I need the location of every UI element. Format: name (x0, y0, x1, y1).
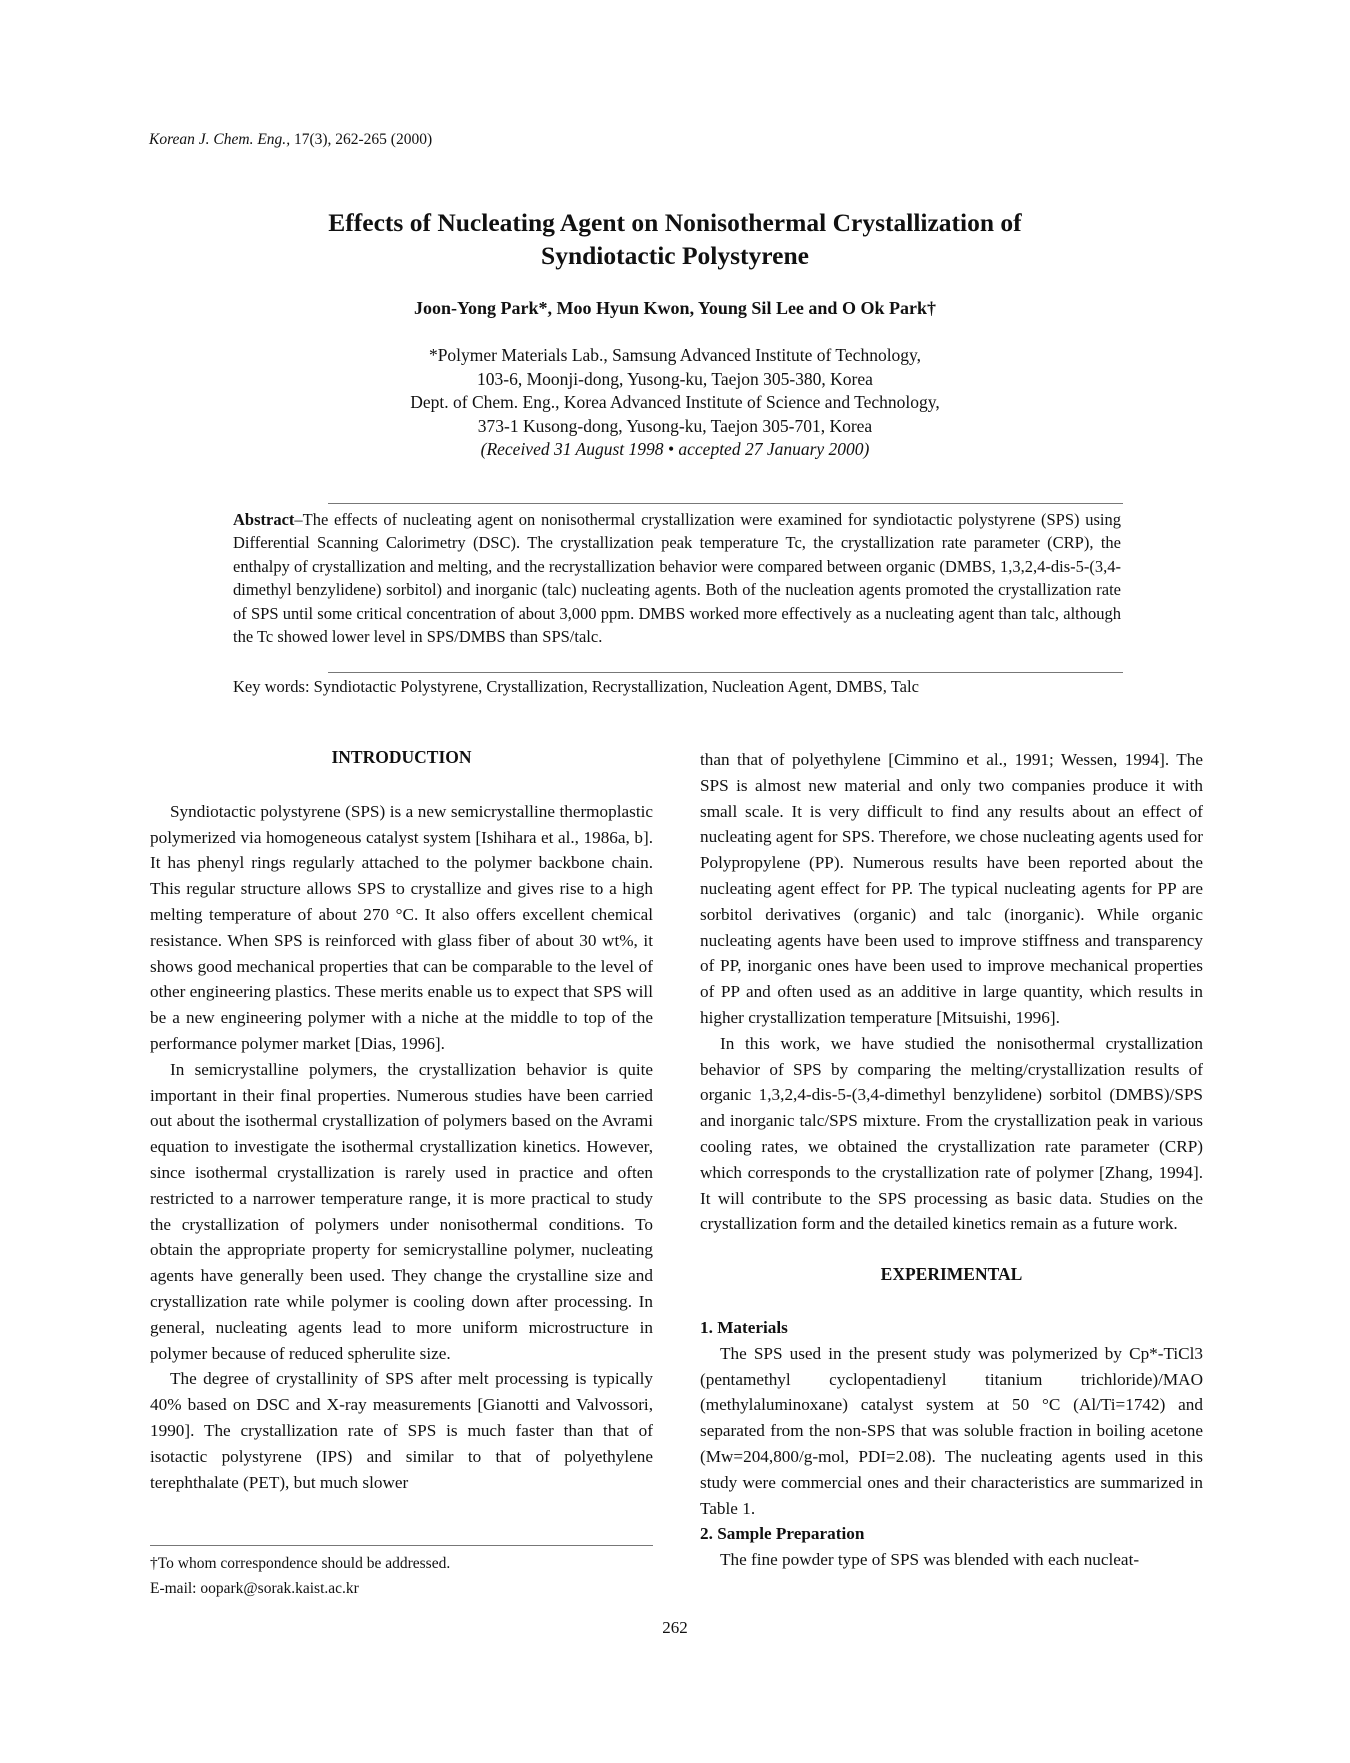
footnote-email: E-mail: oopark@sorak.kaist.ac.kr (150, 1580, 359, 1597)
intro-paragraph-3-continued: than that of polyethylene [Cimmino et al., 1991; Wessen, 1994]. The SPS is almost new material and only two companies produce it with small scale. It is very difficult to find any results about an effect of nucleating agent for SPS. Therefore, we chose nucleating agents used for Polypropylene (PP). Numerous results have been reported about the nucleating agent effect for PP. The typical nucleating agents for PP are sorbitol derivatives (organic) and talc (inorganic). While organic nucleating agents have been used to improve stiffness and transparency of PP, inorganic ones have been used to improve mechanical properties of PP and often used as an additive in large quantity, which results in higher crystallization temperature [Mitsuishi, 1996]. (700, 750, 1203, 1027)
footnote-rule (150, 1545, 653, 1546)
subsection-materials: 1. Materials (700, 1317, 788, 1337)
abstract-bottom-rule (328, 672, 1123, 673)
abstract-text: –The effects of nucleating agent on nonisothermal crystallization were examined for syndiotactic polystyrene (SPS) using Differential Scanning Calorimetry (DSC). The crystallization peak temperature Tc, the crystallization rate parameter (CRP), the enthalpy of crystallization and melting, and the recrystallization behavior were compared between organic (DMBS, 1,3,2,4-dis-5-(3,4-dimethyl benzylidene) sorbitol) and inorganic (talc) nucleating agents. Both of the nucleation agents promoted the crystallization rate of SPS until some critical concentration of about 3,000 ppm. DMBS worked more effectively as a nucleating agent than talc, although the Tc showed lower level in SPS/DMBS than SPS/talc. (233, 510, 1121, 647)
intro-paragraph-1: Syndiotactic polystyrene (SPS) is a new semicrystalline thermoplastic polymerized via homogeneous catalyst system [Ishihara et al., 1986a, b]. It has phenyl rings regularly attached to the polymer backbone chain. This regular structure allows SPS to crystallize and gives rise to a high melting temperature of about 270 °C. It also offers excellent chemical resistance. When SPS is reinforced with glass fiber of about 30 wt%, it shows good mechanical properties that can be comparable to the level of other engineering plastics. These merits enable us to expect that SPS will be a new engineering polymer with a niche at the middle to top of the performance polymer market [Dias, 1996]. (150, 801, 653, 1053)
abstract-label: Abstract (233, 510, 295, 529)
footnote (150, 1551, 653, 1601)
affiliation-line-1: *Polymer Materials Lab., Samsung Advanced Institute of Technology, (428, 345, 922, 365)
section-heading-introduction: INTRODUCTION (331, 747, 472, 767)
affiliation-line-4: 373-1 Kusong-dong, Yusong-ku, Taejon 305-701, Korea (477, 415, 873, 436)
journal-name: Korean J. Chem. Eng. (149, 131, 287, 148)
footnote-correspondence: †To whom correspondence should be addressed. (150, 1555, 451, 1572)
received-dates: (Received 31 August 1998 • accepted 27 January 2000) (480, 439, 870, 459)
page-number: 262 (662, 1618, 688, 1637)
intro-paragraph-3: The degree of crystallinity of SPS after melt processing is typically 40% based on DSC and X-ray measurements [Gianotti and Valvossori, 1990]. The crystallization rate of SPS is much faster than that of isotactic polystyrene (IPS) and similar to that of polyethylene terephthalate (PET), but much slower (150, 1369, 653, 1492)
affiliation-line-3: Dept. of Chem. Eng., Korea Advanced Institute of Science and Technology, (410, 392, 940, 412)
journal-reference: Korean J. Chem. Eng., 17(3), 262-265 (2000) (149, 131, 433, 148)
title-line-2: Syndiotactic Polystyrene (541, 241, 809, 270)
keywords: Key words: Syndiotactic Polystyrene, Crystallization, Recrystallization, Nucleation Agent, DMBS, Talc (233, 677, 919, 696)
intro-paragraph-2: In semicrystalline polymers, the crystallization behavior is quite important in their final properties. Numerous studies have been carried out about the isothermal crystallization of polymers based on the Avrami equation to investigate the isothermal crystallization kinetics. However, since isothermal crystallization is rarely used in practice and often restricted to a narrower temperature range, it is more practical to study the crystallization of polymers under nonisothermal conditions. To obtain the appropriate property for semicrystalline polymer, nucleating agents have generally been used. They change the crystalline size and crystallization rate while polymer is cooling down after processing. In general, nucleating agents lead to more uniform microstructure in polymer because of reduced spherulite size. (150, 1059, 653, 1363)
subsection-sample-preparation: 2. Sample Preparation (700, 1524, 865, 1544)
abstract-top-rule (328, 503, 1123, 504)
author-list: Joon-Yong Park*, Moo Hyun Kwon, Young Sil Lee and O Ok Park† (414, 298, 936, 318)
title-line-1: Effects of Nucleating Agent on Nonisothermal Crystallization of (328, 208, 1022, 237)
left-column (150, 745, 653, 1495)
sample-preparation-paragraph: The fine powder type of SPS was blended with each nucleat- (720, 1550, 1140, 1570)
abstract (233, 508, 1121, 648)
journal-volume: 17(3), 262-265 (2000) (293, 131, 433, 148)
right-column (700, 747, 1203, 1573)
paper-title (150, 206, 1200, 272)
section-heading-experimental: EXPERIMENTAL (880, 1264, 1023, 1285)
materials-paragraph: The SPS used in the present study was polymerized by Cp*-TiCl3 (pentamethyl cyclopentadienyl titanium trichloride)/MAO (methylaluminoxane) catalyst system at 50 °C (Al/Ti=1742) and separated from the non-SPS that was soluble fraction in boiling acetone (Mw=204,800/g-mol, PDI=2.08). The nucleating agents used in this study were commercial ones and their characteristics are summarized in Table 1. (700, 1343, 1203, 1518)
intro-paragraph-4: In this work, we have studied the nonisothermal crystallization behavior of SPS by comparing the melting/crystallization results of organic 1,3,2,4-dis-5-(3,4-dimethyl benzylidene) sorbitol (DMBS)/SPS and inorganic talc/SPS mixture. From the crystallization peak in various cooling rates, we obtained the crystallization rate parameter (CRP) which corresponds to the crystallization rate of polymer [Zhang, 1994]. It will contribute to the SPS processing as basic data. Studies on the crystallization form and the detailed kinetics remain as a future work. (700, 1033, 1203, 1234)
affiliation-line-2: 103-6, Moonji-dong, Yusong-ku, Taejon 305-380, Korea (477, 368, 873, 389)
affiliations (150, 344, 1200, 462)
